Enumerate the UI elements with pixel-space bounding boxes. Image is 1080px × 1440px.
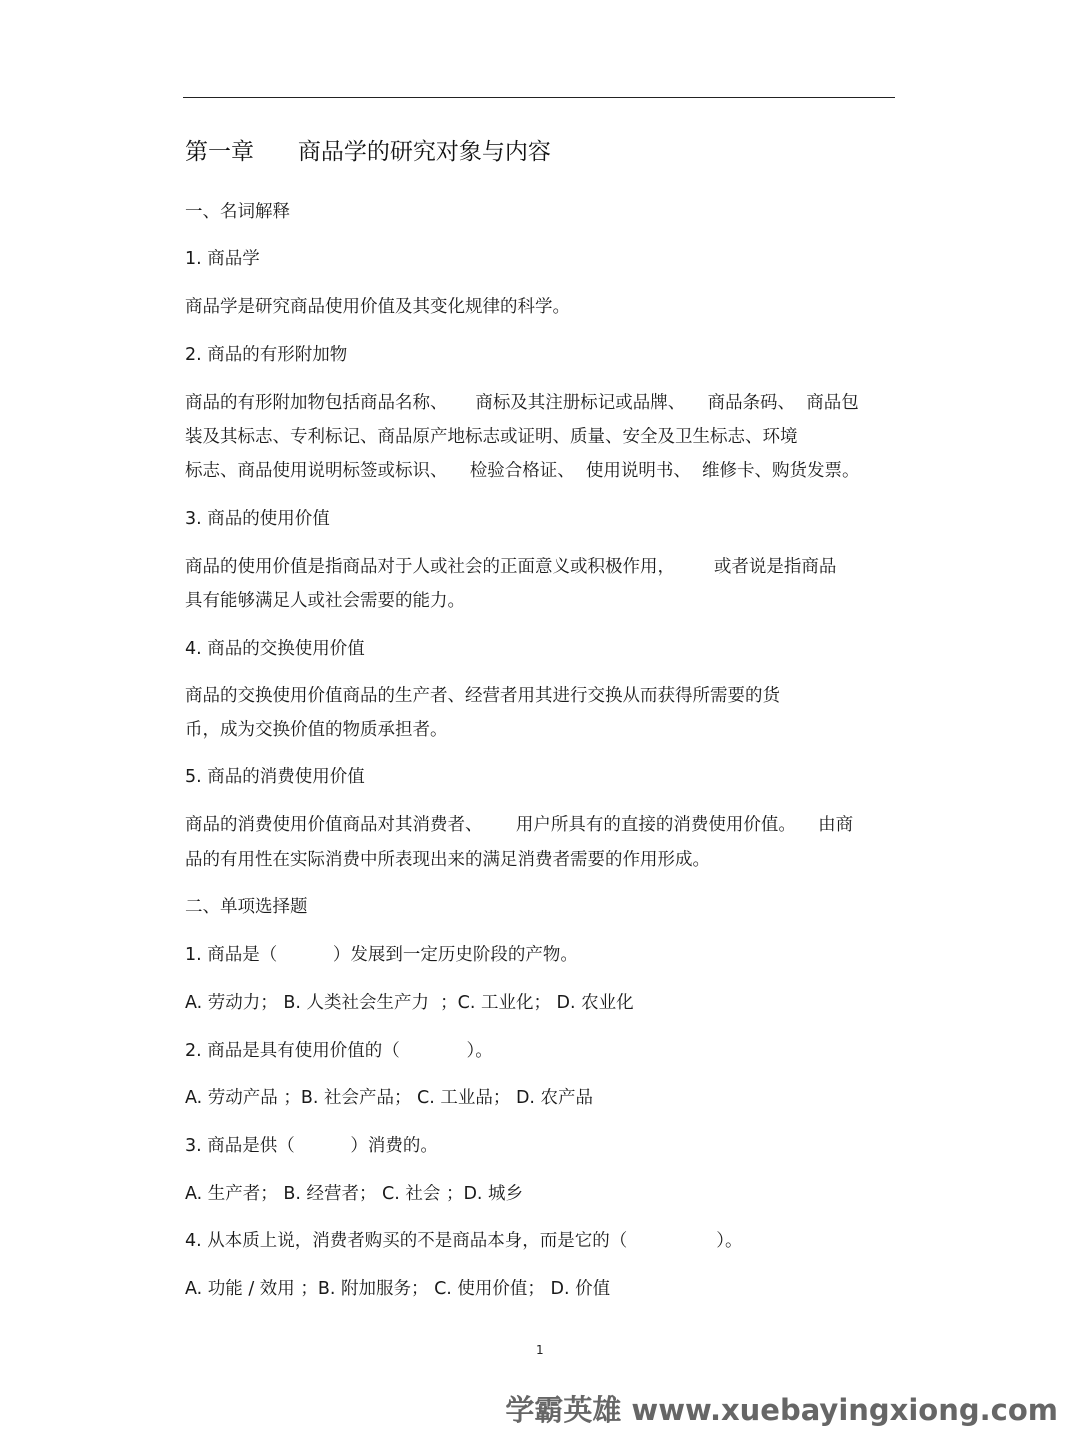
question-options: A. 劳动力； B. 人类社会生产力 ；C. 工业化； D. 农业化 xyxy=(185,993,634,1013)
header-rule xyxy=(183,97,895,98)
term-definition-line: 币，成为交换价值的物质承担者。 xyxy=(185,720,448,740)
term-definition-line: 商品的使用价值是指商品对于人或社会的正面意义或积极作用， 或者说是指商品 xyxy=(185,557,837,577)
question-text: 1. 商品是（ ）发展到一定历史阶段的产物。 xyxy=(185,945,578,965)
term-title: 2. 商品的有形附加物 xyxy=(185,345,348,365)
term-definition-line: 商品的消费使用价值商品对其消费者、 用户所具有的直接的消费使用价值。 由商 xyxy=(185,815,854,835)
term-definition-line: 商品的有形附加物包括商品名称、 商标及其注册标记或品牌、 商品条码、 商品包 xyxy=(185,393,859,413)
term-definition-line: 商品的交换使用价值商品的生产者、经营者用其进行交换从而获得所需要的货 xyxy=(185,686,780,706)
term-definition-line: 商品学是研究商品使用价值及其变化规律的科学。 xyxy=(185,297,570,317)
section-heading-definitions: 一、名词解释 xyxy=(185,202,290,222)
question-options: A. 劳动产品 ；B. 社会产品； C. 工业品； D. 农产品 xyxy=(185,1088,594,1108)
term-definition-line: 具有能够满足人或社会需要的能力。 xyxy=(185,591,465,611)
page-number: 1 xyxy=(536,1343,544,1357)
term-definition-line: 品的有用性在实际消费中所表现出来的满足消费者需要的作用形成。 xyxy=(185,850,710,870)
question-options: A. 生产者； B. 经营者； C. 社会 ；D. 城乡 xyxy=(185,1184,524,1204)
term-title: 5. 商品的消费使用价值 xyxy=(185,767,365,787)
question-text: 3. 商品是供（ ）消费的。 xyxy=(185,1136,438,1156)
question-options: A. 功能 / 效用 ；B. 附加服务； C. 使用价值； D. 价值 xyxy=(185,1279,611,1299)
term-definition-line: 装及其标志、专利标记、商品原产地标志或证明、质量、安全及卫生标志、环境 xyxy=(185,427,798,447)
chapter-title: 第一章 商品学的研究对象与内容 xyxy=(185,139,551,165)
watermark: 学霸英雄 www.xuebayingxiong.com xyxy=(505,1393,1058,1427)
term-title: 4. 商品的交换使用价值 xyxy=(185,639,365,659)
term-title: 1. 商品学 xyxy=(185,249,260,269)
question-text: 4. 从本质上说，消费者购买的不是商品本身，而是它的（ ）。 xyxy=(185,1231,743,1251)
term-title: 3. 商品的使用价值 xyxy=(185,509,330,529)
section-heading-choice: 二、单项选择题 xyxy=(185,897,308,917)
term-definition-line: 标志、商品使用说明标签或标识、 检验合格证、 使用说明书、 维修卡、购货发票。 xyxy=(185,461,860,481)
question-text: 2. 商品是具有使用价值的（ ）。 xyxy=(185,1041,493,1061)
